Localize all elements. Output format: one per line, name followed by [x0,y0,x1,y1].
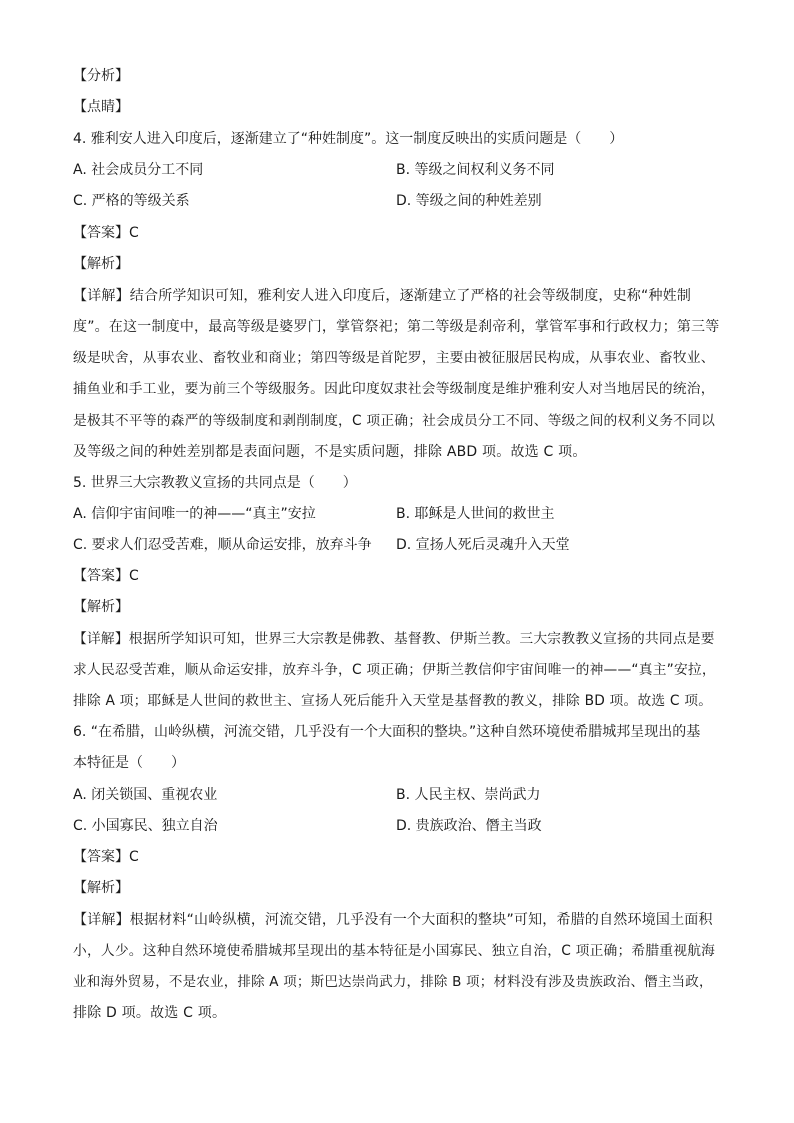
question-4-detail-line: 捕鱼业和手工业，要为前三个等级服务。因此印度奴隶社会等级制度是维护雅利安人对当地居民的统治， [73,381,715,397]
question-4-detail-line: 级是吠舍，从事农业、畜牧业和商业；第四等级是首陀罗，主要由被征服居民构成，从事农业、畜牧业、 [73,350,715,366]
question-6-option-b: B. 人民主权、崇尚武力 [396,787,541,803]
question-4-detail-line: 【详解】结合所学知识可知，雅利安人进入印度后，逐渐建立了严格的社会等级制度，史称“种姓制 [73,288,692,304]
question-5-option-b: B. 耶稣是人世间的救世主 [396,506,555,522]
question-6-option-c: C. 小国寡民、独立自治 [73,818,218,834]
question-4-detail-line: 是极其不平等的森严的等级制度和剥削制度，C 项正确；社会成员分工不同、等级之间的权利义务不同以 [73,413,716,429]
question-6-option-a: A. 闭关锁国、重视农业 [73,787,218,803]
question-5-option-c: C. 要求人们忍受苦难，顺从命运安排，放弃斗争 [73,537,372,553]
section-key-point-label: 【点睛】 [73,99,129,115]
question-5-detail-line: 求人民忍受苦难，顺从命运安排，放弃斗争，C 项正确；伊斯兰教信仰宇宙间唯一的神——“真主”安拉， [73,662,716,678]
question-5-detail-line: 排除 A 项；耶稣是人世间的救世主、宣扬人死后能升入天堂是基督教的教义，排除 BD 项。故选 C 项。 [73,693,713,709]
question-4-option-c: C. 严格的等级关系 [73,193,190,209]
question-4-stem: 4. 雅利安人进入印度后，逐渐建立了“种姓制度”。这一制度反映出的实质问题是（ ） [73,131,624,147]
question-4-analysis-label: 【解析】 [73,256,129,272]
question-4-detail-line: 及等级之间的种姓差别都是表面问题，不是实质问题，排除 ABD 项。故选 C 项。 [73,444,587,460]
question-6-option-d: D. 贵族政治、僭主当政 [396,818,542,834]
question-6-answer: 【答案】C [73,849,139,865]
question-6-stem: 本特征是（ ） [73,755,185,771]
question-5-option-d: D. 宣扬人死后灵魂升入天堂 [396,537,570,553]
question-5-stem: 5. 世界三大宗教教义宣扬的共同点是（ ） [73,475,357,491]
question-4-detail-line: 度”。在这一制度中，最高等级是婆罗门，掌管祭祀；第二等级是刹帝利，掌管军事和行政权力；第三等 [73,319,720,335]
question-4-option-a: A. 社会成员分工不同 [73,162,204,178]
question-6-stem: 6. “在希腊，山岭纵横，河流交错，几乎没有一个大面积的整块。”这种自然环境使希腊城邦呈现出的基 [73,724,701,740]
question-6-detail-line: 排除 D 项。故选 C 项。 [73,1005,227,1021]
question-6-detail-line: 【详解】根据材料“山岭纵横，河流交错，几乎没有一个大面积的整块”可知，希腊的自然环境国土面积 [73,912,713,928]
question-4-option-d: D. 等级之间的种姓差别 [396,193,542,209]
question-5-answer: 【答案】C [73,568,139,584]
question-4-answer: 【答案】C [73,225,139,241]
section-analysis-label: 【分析】 [73,68,129,84]
question-5-analysis-label: 【解析】 [73,599,129,615]
question-5-option-a: A. 信仰宇宙间唯一的神——“真主”安拉 [73,506,316,522]
question-4-option-b: B. 等级之间权利义务不同 [396,162,555,178]
question-6-analysis-label: 【解析】 [73,880,129,896]
question-5-detail-line: 【详解】根据所学知识可知，世界三大宗教是佛教、基督教、伊斯兰教。三大宗教教义宣扬的共同点是要 [73,631,715,647]
question-6-detail-line: 业和海外贸易，不是农业，排除 A 项；斯巴达崇尚武力，排除 B 项；材料没有涉及贵族政治、僭主当政， [73,974,713,990]
question-6-detail-line: 小，人少。这种自然环境使希腊城邦呈现出的基本特征是小国寡民、独立自治，C 项正确；希腊重视航海 [73,943,716,959]
